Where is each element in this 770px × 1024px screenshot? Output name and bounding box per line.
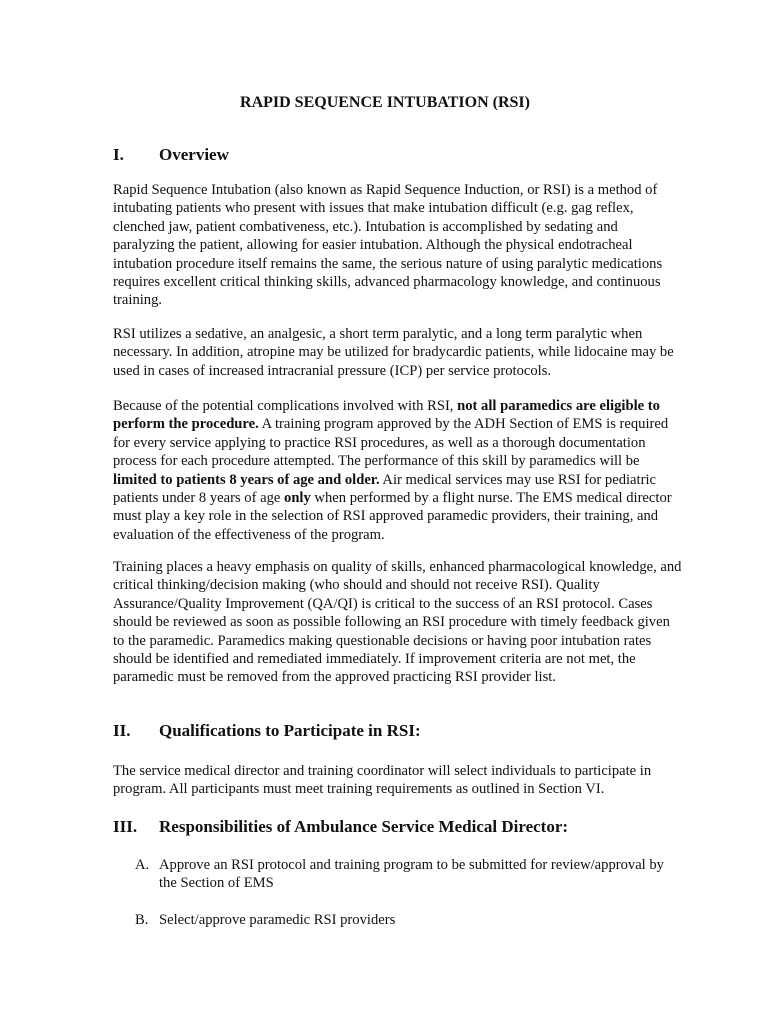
qualifications-paragraph: The service medical director and training coordinator will select individuals to participate in program. All participants must meet training requirements as outlined in Section VI. [113,763,652,798]
list-item-text: Approve an RSI protocol and training program to be submitted for review/approval by the Section of EMS [159,857,664,892]
list-item-text: Select/approve paramedic RSI providers [159,912,396,928]
p3-text-1: Because of the potential complications involved with RSI, [113,398,458,414]
section-number: III. [113,817,138,836]
p3-bold-2: limited to patients 8 years of age and older. [113,471,380,488]
section-title: Responsibilities of Ambulance Service Medical Director: [159,817,569,836]
overview-paragraph-2: RSI utilizes a sedative, an analgesic, a short term paralytic, and a long term paralytic when necessary. In addition, atropine may be utilized for bradycardic patients, while lidocaine may be used in cases of increased intracranial pressure (ICP) per service protocols. [113,326,674,379]
document-title: RAPID SEQUENCE INTUBATION (RSI) [240,94,530,111]
p3-text-2: A training program approved by the ADH Section of EMS is required for every service applying to practice RSI procedures, as well as a thorough documentation process for each procedure attempted. The performance of this skill by paramedics will be [113,416,669,470]
section-number: II. [113,721,131,740]
p3-text-4: when performed by a flight nurse. The EMS medical director must play a key role in the selection of RSI approved paramedic providers, their training, and evaluation of the effectiveness of the program. [113,490,672,543]
overview-paragraph-4: Training places a heavy emphasis on quality of skills, enhanced pharmacological knowledge, and critical thinking/decision making (who should and should not receive RSI). Quality Assurance/Quality Improvement (QA/QI) is critical to the success of an RSI protocol. Cases should be reviewed as soon as possible following an RSI procedure with timely feedback given to the paramedic. Paramedics making questionable decisions or having poor intubation rates should be identified and remediated immediately. If improvement criteria are not met, the paramedic must be removed from the approved practicing RSI provider list. [113,559,682,686]
list-item-letter: A. [135,857,150,873]
section-number: I. [113,145,124,164]
section-title: Qualifications to Participate in RSI: [159,721,421,740]
list-item [135,856,675,893]
list-item-letter: B. [135,912,149,928]
overview-paragraph-3 [113,397,683,544]
section-heading-overview [113,145,229,165]
p3-text-3: Air medical services may use RSI for pediatric patients under 8 years of age [113,471,656,507]
overview-paragraph-1: Rapid Sequence Intubation (also known as Rapid Sequence Induction, or RSI) is a method of intubating patients who present with issues that make intubation difficult (e.g. gag reflex, clenched jaw, patient combativeness, etc.). Intubation is accomplished by sedating and paralyzing the patient, allowing for easier intubation. Although the physical endotracheal intubation procedure itself remains the same, the serious nature of using paralytic medications requires excellent critical thinking skills, advanced pharmacology knowledge, and continuous training. [113,182,663,309]
p3-bold-3: only [284,490,311,507]
section-heading-qualifications [113,721,421,741]
list-item [135,911,675,929]
section-heading-responsibilities [113,817,568,837]
p3-bold-1: not all paramedics are eligible to perform the procedure. [113,398,660,433]
section-title: Overview [159,145,229,164]
